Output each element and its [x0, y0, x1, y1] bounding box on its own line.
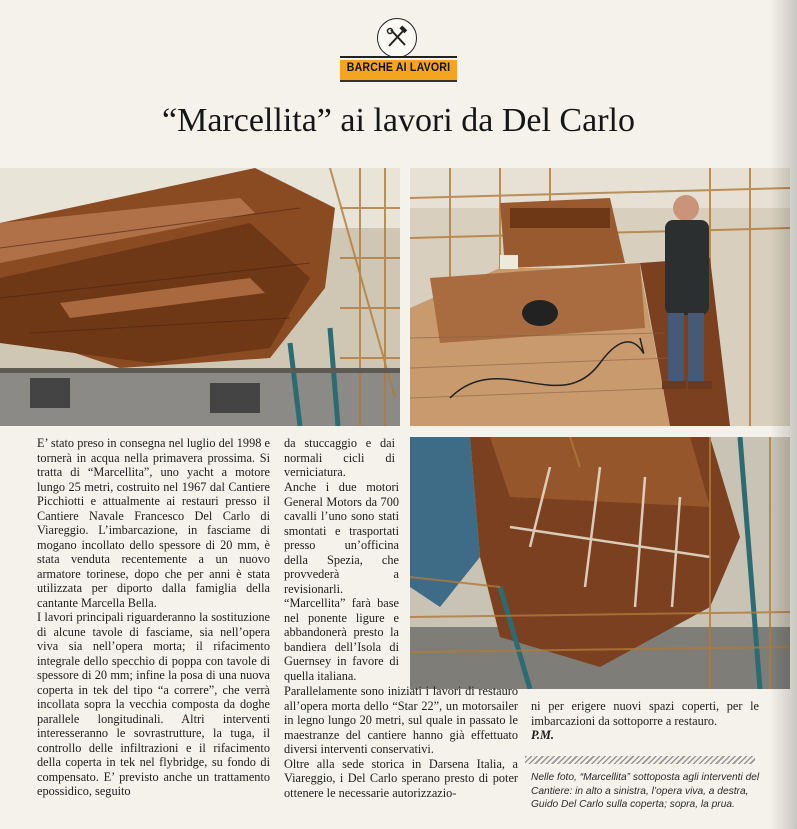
text-column-2-top — [284, 436, 395, 480]
deck-photo — [410, 168, 790, 426]
article-title: “Marcellita” ai lavori da Del Carlo — [162, 102, 635, 139]
photo-caption: Nelle foto, “Marcellita” sottoposta agli interventi del Cantiere: in alto a sinistra, l’opera viva, a destra, Guido Del Carlo sulla coperta; sopra, la prua. — [531, 772, 760, 810]
paragraph: Anche i due motori General Motors da 700 cavalli l’uno sono stati smontati e trasportati presso un’officina della Spezia, che provvederà a revisionarli. “Marcellita” farà base nel ponente ligure e abbandonerà presto la bandiera dell’Isola di Guernsey in favore di quella italiana. — [284, 480, 399, 683]
caption-divider — [525, 756, 755, 764]
paragraph: ni per erigere nuovi spazi coperti, per le imbarcazioni da sottoporre a restauro. — [531, 699, 759, 728]
section-label: BARCHE AI LAVORI — [346, 62, 451, 74]
page-edge-shadow — [770, 0, 797, 829]
text-column-2-bottom — [284, 684, 518, 800]
paragraph: Parallelamente sono iniziati i lavori di restauro all’opera morta dello “Star 22”, un motorsailer in legno lungo 20 metri, sul quale in passato le maestranze del cantiere hanno già effettuato diversi interventi conservativi. — [284, 684, 518, 756]
paragraph: da stuccaggio e dai normali cicli di verniciatura. — [284, 436, 395, 479]
paragraph: E’ stato preso in consegna nel luglio del 1998 e tornerà in acqua nella primavera prossima. Si tratta di “Marcellita”, uno yacht a motore lungo 25 metri, costruito nel 1967 dal Cantiere Picchiotti e attualmente ai restauri presso il Cantiere Navale Francesco Del Carlo di Viareggio. L’imbarcazione, in fasciame di mogano incollato dello spessore di 20 mm, è stata venduta recentemente a un nuovo armatore torinese, dopo che per anni è stata utilizzata per diporto dalla famiglia della cantante Marcella Bella. — [37, 436, 270, 610]
paragraph: I lavori principali riguarderanno la sostituzione di alcune tavole di fasciame, sia nell’opera viva sia nell’opera morta; il rifacimento integrale dello specchio di poppa con tavole di spessore di 20 mm; infine la posa di una nuova coperta in tek del tipo “a correre”, che verrà incollata sopra la vecchia composta da doghe parallele longitudinali. Altri interventi interesseranno le sovrastrutture, la tuga, il controllo delle infiltrazioni e il rifacimento della coperta in tek nel flybridge, su fondo di compensato. E’ previsto anche un trattamento epossidico, seguito — [37, 610, 270, 798]
tools-icon — [377, 18, 417, 58]
hull-photo — [0, 168, 400, 426]
text-column-2-mid — [284, 480, 399, 683]
bow-photo — [410, 437, 790, 689]
header-rule — [340, 56, 457, 58]
author-signature: P.M. — [531, 728, 555, 742]
text-column-1 — [37, 436, 270, 799]
paragraph: Oltre alla sede storica in Darsena Italia, a Viareggio, i Del Carlo sperano presto di poter ottenere le necessarie autorizzazio- — [284, 756, 518, 800]
text-column-3 — [531, 699, 759, 743]
